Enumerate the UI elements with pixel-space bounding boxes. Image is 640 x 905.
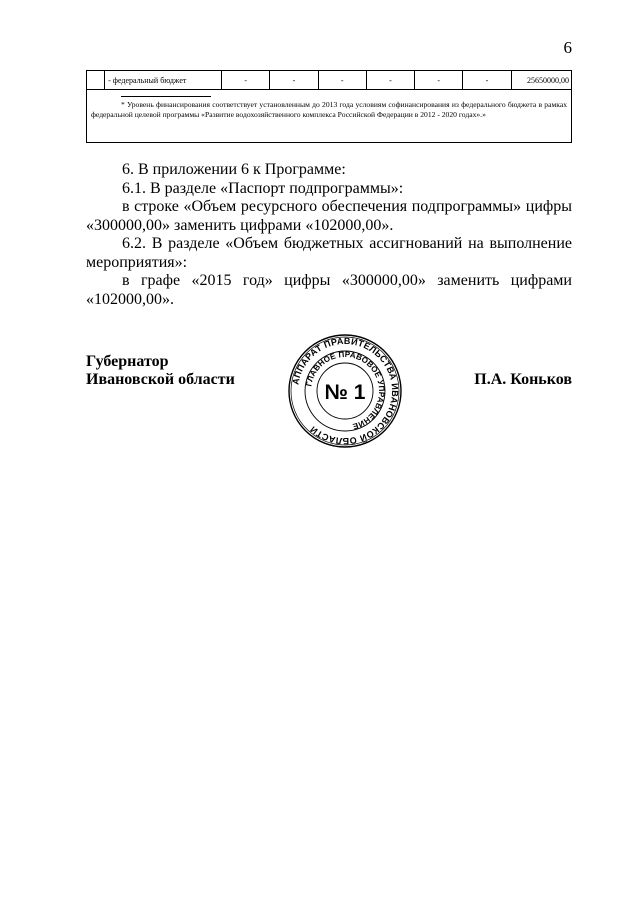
table-cell: - [318, 71, 366, 90]
table-cell: - [463, 71, 511, 90]
signature-title [86, 353, 235, 389]
paragraph-6-1-text: в строке «Объем ресурсного обеспечения подпрограммы» цифры «300000,00» заменить цифрами «102000,00». [86, 198, 572, 234]
table-cell: - [270, 71, 318, 90]
paragraph-6-2: 6.2. В разделе «Объем бюджетных ассигнований на выполнение мероприятия»: [86, 235, 572, 271]
seal-outer-text: АППАРАТ ПРАВИТЕЛЬСТВА ИВАНОВСКОЙ ОБЛАСТИ [290, 335, 401, 447]
paragraph-6: 6. В приложении 6 к Программе: [122, 161, 346, 178]
seal-inner-text: ГЛАВНОЕ ПРАВОВОЕ УПРАВЛЕНИЕ [304, 349, 387, 432]
table-footnote-row [87, 90, 572, 143]
paragraph-6-2-text: в графе «2015 год» цифры «300000,00» заменить цифрами «102000,00». [86, 272, 572, 308]
table-cell-empty [87, 71, 105, 90]
seal-number: № 1 [324, 381, 366, 404]
table-cell-total: 25650000,00 [511, 71, 571, 90]
table-cell: - [222, 71, 270, 90]
table-cell: - [366, 71, 414, 90]
page-number: 6 [563, 38, 572, 57]
budget-table [86, 70, 572, 143]
signature-title-line2: Ивановской области [86, 371, 235, 388]
signature-name: П.А. Коньков [474, 371, 572, 388]
official-seal [287, 333, 403, 449]
table-row [87, 71, 572, 90]
document-body [86, 161, 572, 309]
table-row-label: - федеральный бюджет [105, 71, 222, 90]
paragraph-6-1: 6.1. В разделе «Паспорт подпрограммы»: [122, 179, 404, 197]
table-footnote-cell [87, 90, 572, 143]
footnote-separator [121, 96, 211, 97]
signature-title-line1: Губернатор [86, 353, 169, 370]
table-footnote: * Уровень финансирования соответствует установленным до 2013 года условиям софинансирования из федерального бюджета в рамках федеральной целевой программы «Развитие водохозяйственного комплекса Российской Федерации в 2012 - 2020 годах».» [91, 100, 567, 119]
table-cell: - [415, 71, 463, 90]
